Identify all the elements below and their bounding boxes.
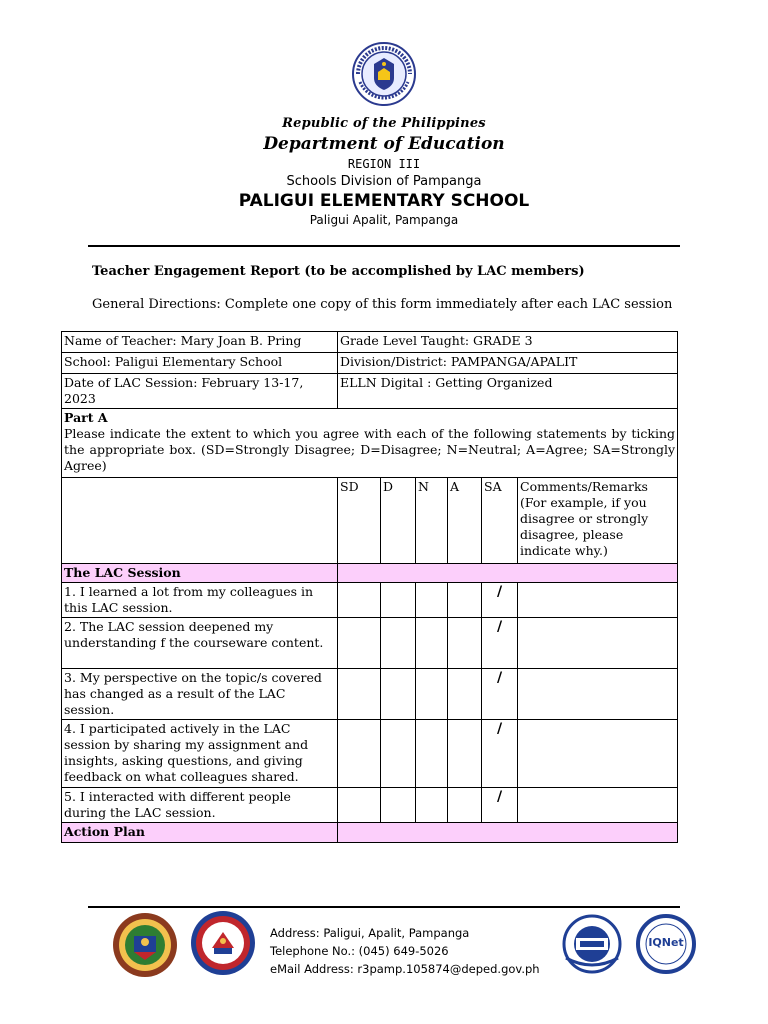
column-header-sd: SD xyxy=(338,478,381,564)
division-district-cell: Division/District: PAMPANGA/APALIT xyxy=(338,353,678,374)
statement-5-sd[interactable] xyxy=(338,788,381,823)
footer-email[interactable]: eMail Address: r3pamp.105874@deped.gov.ph xyxy=(270,962,540,976)
division-heading: Schools Division of Pampanga xyxy=(286,174,482,189)
department-heading: Department of Education xyxy=(263,134,505,154)
statement-2-d[interactable] xyxy=(381,618,416,669)
statement-2-n[interactable] xyxy=(416,618,448,669)
statement-1-a[interactable] xyxy=(448,583,482,618)
statement-4-sa-check[interactable]: / xyxy=(482,720,518,788)
division-seal-logo xyxy=(112,912,178,978)
statement-5-comments[interactable] xyxy=(518,788,678,823)
statement-1-sd[interactable] xyxy=(338,583,381,618)
statement-5-a[interactable] xyxy=(448,788,482,823)
general-directions: General Directions: Complete one copy of this form immediately after each LAC session xyxy=(92,297,673,312)
statement-4-sd[interactable] xyxy=(338,720,381,788)
session-topic-cell: ELLN Digital : Getting Organized xyxy=(338,374,678,409)
part-a-title: Part A xyxy=(64,410,108,425)
iqnet-certified-logo xyxy=(634,914,698,974)
statement-3-sd[interactable] xyxy=(338,669,381,720)
statement-4-n[interactable] xyxy=(416,720,448,788)
report-title: Teacher Engagement Report (to be accomplished by LAC members) xyxy=(92,264,585,279)
column-header-sa: SA xyxy=(482,478,518,564)
region-heading: REGION III xyxy=(347,157,421,171)
engagement-form-table xyxy=(61,331,678,843)
statement-3: 3. My perspective on the topic/s covered has changed as a result of the LAC session. xyxy=(62,669,338,720)
section-lac-session-fill xyxy=(338,564,678,583)
school-address: Paligui Apalit, Pampanga xyxy=(309,213,459,227)
date-of-session-cell: Date of LAC Session: February 13-17, 2023 xyxy=(62,374,338,409)
grade-level-cell: Grade Level Taught: GRADE 3 xyxy=(338,332,678,353)
statement-5-d[interactable] xyxy=(381,788,416,823)
footer-divider xyxy=(88,906,680,908)
column-header-comments: Comments/Remarks (For example, if you disagree or strongly disagree, please indicate why.) xyxy=(518,478,678,564)
footer-telephone: Telephone No.: (045) 649-5026 xyxy=(270,944,449,958)
column-header-blank xyxy=(62,478,338,564)
statement-3-n[interactable] xyxy=(416,669,448,720)
republic-heading: Republic of the Philippines xyxy=(282,116,486,131)
section-action-plan: Action Plan xyxy=(62,823,338,843)
column-header-d: D xyxy=(381,478,416,564)
statement-4: 4. I participated actively in the LAC session by sharing my assignment and insights, asking questions, and giving feedback on what colleagues shared. xyxy=(62,720,338,788)
statement-4-comments[interactable] xyxy=(518,720,678,788)
column-header-a: A xyxy=(448,478,482,564)
section-action-plan-fill xyxy=(338,823,678,843)
footer-address: Address: Paligui, Apalit, Pampanga xyxy=(270,926,470,940)
statement-1-sa-check[interactable]: / xyxy=(482,583,518,618)
statement-1-d[interactable] xyxy=(381,583,416,618)
statement-3-a[interactable] xyxy=(448,669,482,720)
footer-contact xyxy=(270,924,540,978)
statement-2-sd[interactable] xyxy=(338,618,381,669)
statement-2: 2. The LAC session deepened my understanding f the courseware content. xyxy=(62,618,338,669)
statement-1-n[interactable] xyxy=(416,583,448,618)
school-cell: School: Paligui Elementary School xyxy=(62,353,338,374)
statement-5-n[interactable] xyxy=(416,788,448,823)
iqnet-label: IQNet xyxy=(648,936,684,949)
statement-4-a[interactable] xyxy=(448,720,482,788)
header-divider xyxy=(88,245,680,247)
section-lac-session: The LAC Session xyxy=(62,564,338,583)
statement-5: 5. I interacted with different people during the LAC session. xyxy=(62,788,338,823)
name-of-teacher-cell: Name of Teacher: Mary Joan B. Pring xyxy=(62,332,338,353)
column-header-n: N xyxy=(416,478,448,564)
statement-2-comments[interactable] xyxy=(518,618,678,669)
statement-3-d[interactable] xyxy=(381,669,416,720)
statement-5-sa-check[interactable]: / xyxy=(482,788,518,823)
deped-seal-logo xyxy=(352,42,416,106)
statement-1-comments[interactable] xyxy=(518,583,678,618)
statement-3-comments[interactable] xyxy=(518,669,678,720)
statement-1: 1. I learned a lot from my colleagues in this LAC session. xyxy=(62,583,338,618)
school-logo xyxy=(190,910,256,976)
part-a-instructions: Please indicate the extent to which you agree with each of the following statements by ticking the appropriate box. (SD=Strongly Disagree; D=Disagree; N=Neutral; A=Agree; SA=Strongly Agree) xyxy=(64,426,676,473)
dqs-certified-logo xyxy=(556,914,628,974)
statement-3-sa-check[interactable]: / xyxy=(482,669,518,720)
statement-2-sa-check[interactable]: / xyxy=(482,618,518,669)
part-a-cell xyxy=(62,409,678,478)
school-name: PALIGUI ELEMENTARY SCHOOL xyxy=(238,191,530,211)
statement-2-a[interactable] xyxy=(448,618,482,669)
statement-4-d[interactable] xyxy=(381,720,416,788)
